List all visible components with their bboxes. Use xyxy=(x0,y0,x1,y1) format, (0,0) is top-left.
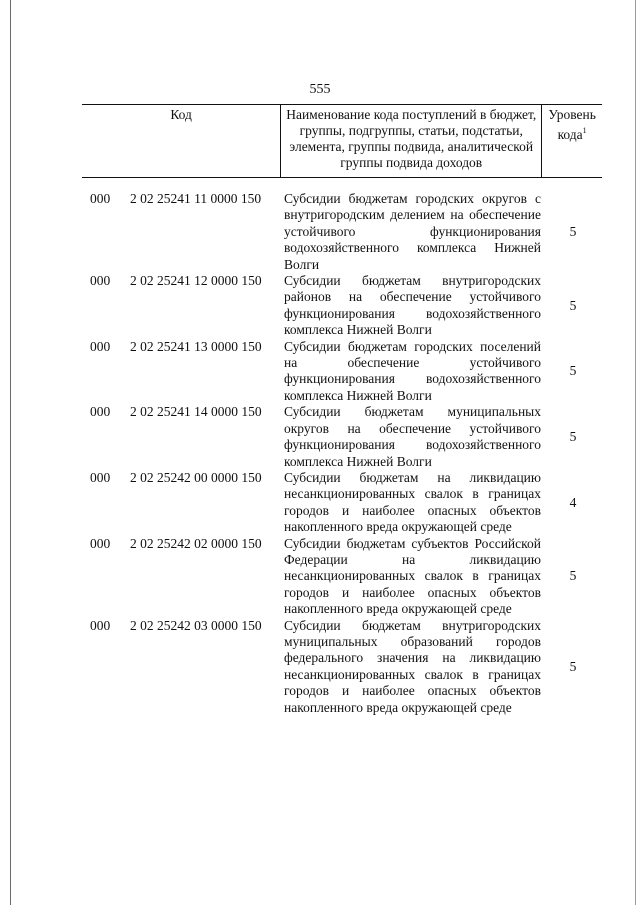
table-row xyxy=(90,339,602,405)
row-code: 2 02 25241 11 0000 150 xyxy=(130,191,262,206)
row-level: 5 xyxy=(569,363,577,379)
row-description: Субсидии бюджетам городских округов с внутригородским делением на обеспечение устойчивого функционирования водохозяйственного комплекса Нижней Волги xyxy=(284,191,541,272)
row-code: 2 02 25241 14 0000 150 xyxy=(130,404,262,420)
table-row xyxy=(90,191,602,273)
table-row xyxy=(90,404,602,470)
header-level-footnote: 1 xyxy=(582,126,587,135)
row-admin-code: 000 xyxy=(90,191,111,206)
row-level: 5 xyxy=(569,658,577,674)
table-body xyxy=(90,191,602,716)
row-admin-code: 000 xyxy=(90,469,111,485)
row-admin-code: 000 xyxy=(90,535,111,551)
row-level: 4 xyxy=(569,494,577,510)
page-number: 555 xyxy=(309,82,331,97)
page-edge-left xyxy=(10,0,11,905)
row-code: 2 02 25241 12 0000 150 xyxy=(130,273,262,289)
row-admin-code: 000 xyxy=(90,273,111,289)
table-row xyxy=(90,536,602,618)
row-level: 5 xyxy=(569,297,577,313)
header-code: Код xyxy=(170,107,192,122)
row-admin-code: 000 xyxy=(90,617,111,633)
row-admin-code: 000 xyxy=(90,338,111,354)
row-code: 2 02 25242 02 0000 150 xyxy=(130,535,262,551)
row-description: Субсидии бюджетам на ликвидацию несанкционированных свалок в границах городов и наиболее опасных объектов накопленного вреда окружающей среде xyxy=(284,469,541,535)
row-description: Субсидии бюджетам внутригородских муниципальных образований городов федерального значения на ликвидацию несанкционированных свалок в границах городов и наиболее опасных объектов накопленного вреда окружающей среде xyxy=(284,617,541,715)
row-description: Субсидии бюджетам субъектов Российской Федерации на ликвидацию несанкционированных свалок в границах городов и наиболее опасных объектов накопленного вреда окружающей среде xyxy=(284,535,541,617)
table-row xyxy=(90,470,602,536)
header-level xyxy=(542,105,602,177)
row-level: 5 xyxy=(569,223,577,239)
row-code: 2 02 25241 13 0000 150 xyxy=(130,338,262,354)
row-level: 5 xyxy=(569,428,577,444)
table-row xyxy=(90,273,602,339)
row-description: Субсидии бюджетам городских поселений на обеспечение устойчивого функционирования водохозяйственного комплекса Нижней Волги xyxy=(284,338,541,403)
header-level-label: Уровень кода xyxy=(548,107,596,142)
row-code: 2 02 25242 03 0000 150 xyxy=(130,617,262,633)
table-header xyxy=(82,104,602,178)
row-code: 2 02 25242 00 0000 150 xyxy=(130,469,262,485)
page-edge-right xyxy=(635,0,636,905)
table-row xyxy=(90,618,602,716)
row-description: Субсидии бюджетам внутригородских районов на обеспечение устойчивого функционирования водохозяйственного комплекса Нижней Волги xyxy=(284,273,541,338)
row-admin-code: 000 xyxy=(90,404,111,420)
row-level: 5 xyxy=(569,568,577,584)
header-name: Наименование кода поступлений в бюджет, группы, подгруппы, статьи, подстатьи, элемента, группы подвида, аналитической группы подвида доходов xyxy=(280,105,542,177)
row-description: Субсидии бюджетам муниципальных округов на обеспечение устойчивого функционирования водохозяйственного комплекса Нижней Волги xyxy=(284,404,541,469)
